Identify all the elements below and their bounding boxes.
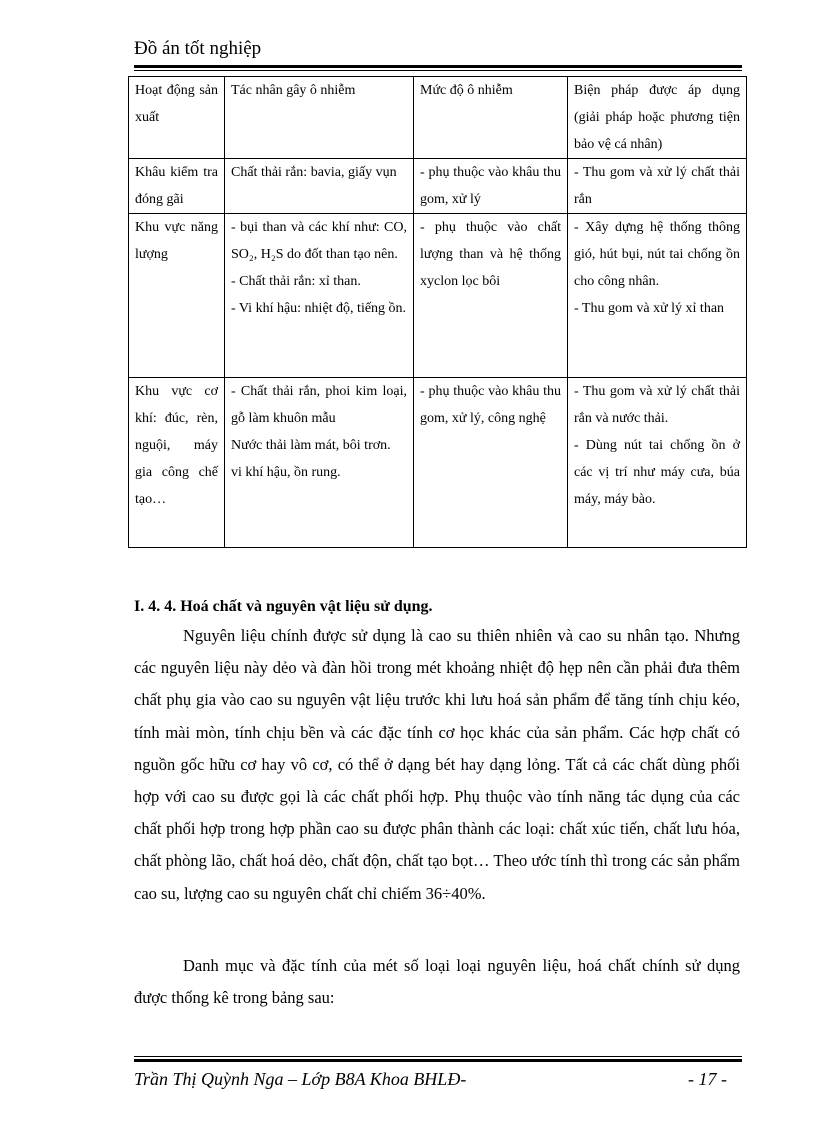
page-number: - 17 - xyxy=(688,1069,727,1089)
table-cell: Chất thải rắn: bavia, giấy vụn xyxy=(225,159,414,214)
table-row xyxy=(129,214,747,378)
table-cell: Khu vực cơ khí: đúc, rèn, nguội, máy gia công chế tạo… xyxy=(129,378,225,548)
cell-text: - Chất thải rắn, phoi kim loại, gỗ làm khuôn mẫu xyxy=(231,384,407,426)
cell-text: - Thu gom và xử lý chất thải rắn và nước thải. xyxy=(574,384,740,426)
table-cell: - Thu gom và xử lý chất thải rắn xyxy=(568,159,747,214)
cell-text: - Dùng nút tai chống ồn ở các vị trí như máy cưa, búa máy, máy bào. xyxy=(574,438,740,507)
cell-text: - Thu gom và xử lý xỉ than xyxy=(574,301,725,316)
table-cell: Khâu kiểm tra đóng gãi xyxy=(129,159,225,214)
header-rule-thick xyxy=(134,65,742,68)
footer-author: Trần Thị Quỳnh Nga – Lớp B8A Khoa BHLĐ- xyxy=(134,1069,467,1089)
section-heading: I. 4. 4. Hoá chất và nguyên vật liệu sử dụng. xyxy=(134,598,433,615)
header-rule-thin xyxy=(134,70,742,71)
table-header-row xyxy=(129,77,747,159)
table-row xyxy=(129,159,747,214)
cell-text: vi khí hậu, ồn rung. xyxy=(231,465,341,480)
table-row xyxy=(129,378,747,548)
table-cell: - phụ thuộc vào khâu thu gom, xử lý, công nghệ xyxy=(414,378,568,548)
page-header-title: Đồ án tốt nghiệp xyxy=(134,38,262,59)
table-cell: Mức độ ô nhiễm xyxy=(414,77,568,159)
body-paragraph-1: Nguyên liệu chính được sử dụng là cao su thiên nhiên và cao su nhân tạo. Nhưng các nguyên liệu này dẻo và đàn hồi trong mét khoảng nhiệt độ hẹp nên cần phải đưa thêm chất phụ gia vào cao su nguyên vật liệu trước khi lưu hoá sản phẩm để tăng tính chịu kéo, tính mài mòn, tính chịu bền và các đặc tính cơ học khác của sản phẩm. Các hợp chất có nguồn gốc hữu cơ hay vô cơ, có thể ở dạng bét hay dạng lỏng. Tất cả các chất dùng phối hợp với cao su được gọi là các chất phối hợp. Phụ thuộc vào tính năng tác dụng của các chất phối hợp trong hợp phần cao su được phân thành các loại: chất xúc tiến, chất lưu hóa, chất phòng lão, chất hoá dẻo, chất độn, chất tạo bọt… Theo ước tính thì trong các sản phẩm cao su, lượng cao su nguyên chất chỉ chiếm 36÷40%. xyxy=(134,626,740,903)
cell-text: - Chất thải rắn: xỉ than. xyxy=(231,274,361,289)
cell-text: - Xây dựng hệ thống thông gió, hút bụi, nút tai chống ồn cho công nhân. xyxy=(574,220,740,289)
table-cell: Biện pháp được áp dụng (giải pháp hoặc phương tiện bảo vệ cá nhân) xyxy=(568,77,747,159)
table-cell: Khu vực năng lượng xyxy=(129,214,225,378)
table-cell: Tác nhân gây ô nhiễm xyxy=(225,77,414,159)
table-cell xyxy=(225,378,414,548)
table-cell xyxy=(225,214,414,378)
cell-text: - Vi khí hậu: nhiệt độ, tiếng ồn. xyxy=(231,301,407,316)
table-cell: - phụ thuộc vào khâu thu gom, xử lý xyxy=(414,159,568,214)
table-cell: - phụ thuộc vào chất lượng than và hệ thống xyclon lọc bôi xyxy=(414,214,568,378)
cell-text: - bụi than và các khí như: CO, SO₂, H₂S do đốt than tạo nên. xyxy=(231,220,407,262)
footer-rule-thick xyxy=(134,1059,742,1062)
footer-rule-thin xyxy=(134,1056,742,1057)
pollution-table xyxy=(128,76,747,548)
table-cell xyxy=(568,214,747,378)
table-cell: Hoạt động sản xuất xyxy=(129,77,225,159)
table-cell xyxy=(568,378,747,548)
body-paragraph-2: Danh mục và đặc tính của mét số loại loại nguyên liệu, hoá chất chính sử dụng được thống kê trong bảng sau: xyxy=(134,956,740,1008)
cell-text: Nước thải làm mát, bôi trơn. xyxy=(231,438,391,453)
